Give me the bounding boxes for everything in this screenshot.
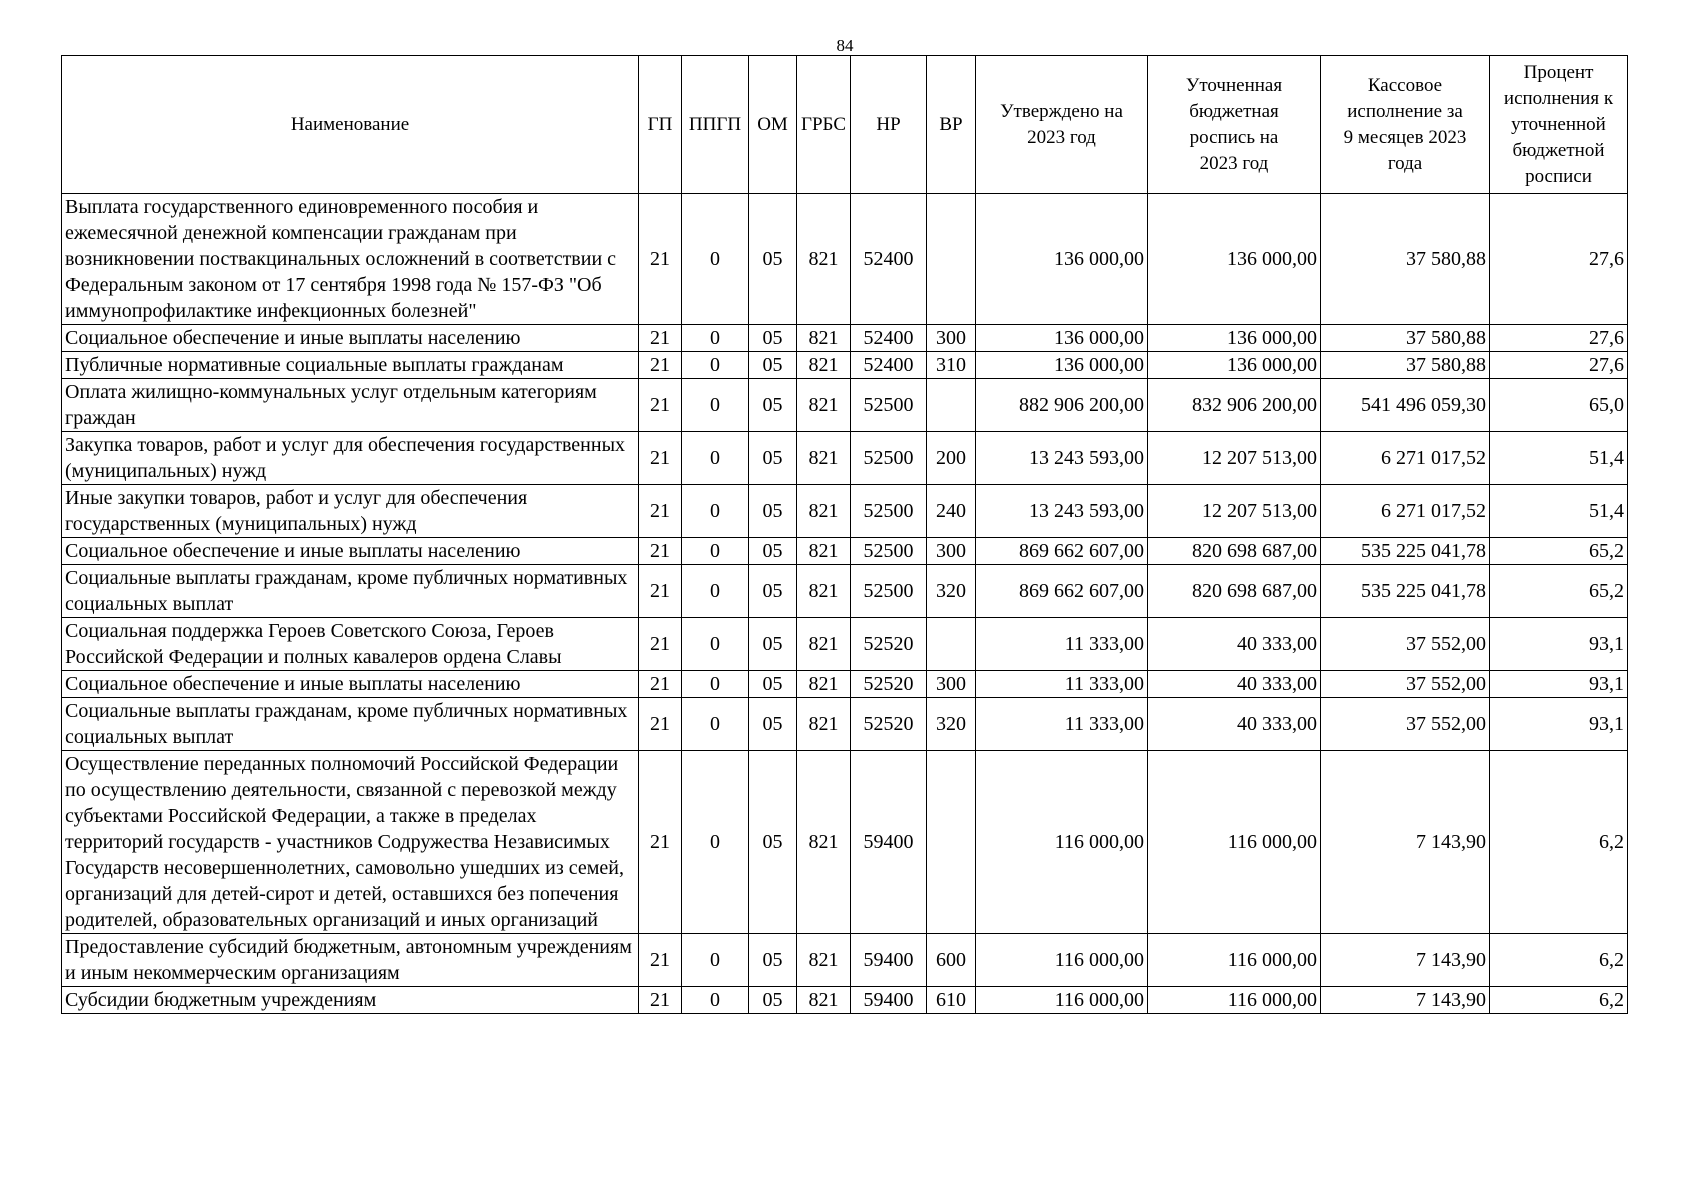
cell-nr: 52400 <box>851 325 927 352</box>
cell-approved: 116 000,00 <box>976 987 1148 1014</box>
cell-gp: 21 <box>639 934 682 987</box>
cell-gp: 21 <box>639 698 682 751</box>
cell-refined: 40 333,00 <box>1148 671 1321 698</box>
cell-grbs: 821 <box>797 432 851 485</box>
cell-refined: 136 000,00 <box>1148 352 1321 379</box>
cell-nr: 59400 <box>851 987 927 1014</box>
cell-approved: 136 000,00 <box>976 194 1148 325</box>
cell-gp: 21 <box>639 325 682 352</box>
cell-approved: 136 000,00 <box>976 325 1148 352</box>
cell-grbs: 821 <box>797 538 851 565</box>
cell-approved: 116 000,00 <box>976 934 1148 987</box>
cell-gp: 21 <box>639 987 682 1014</box>
cell-approved: 11 333,00 <box>976 618 1148 671</box>
cell-approved: 116 000,00 <box>976 751 1148 934</box>
cell-ppgp: 0 <box>682 565 749 618</box>
table-row <box>62 325 1628 352</box>
cell-gp: 21 <box>639 538 682 565</box>
cell-nr: 59400 <box>851 751 927 934</box>
cell-percent: 27,6 <box>1490 352 1628 379</box>
cell-grbs: 821 <box>797 194 851 325</box>
cell-gp: 21 <box>639 379 682 432</box>
cell-om: 05 <box>749 194 797 325</box>
cell-refined: 116 000,00 <box>1148 987 1321 1014</box>
cell-name: Иные закупки товаров, работ и услуг для обеспечения государственных (муниципальных) нужд <box>62 485 639 538</box>
cell-ppgp: 0 <box>682 618 749 671</box>
cell-nr: 52500 <box>851 432 927 485</box>
cell-om: 05 <box>749 751 797 934</box>
cell-om: 05 <box>749 987 797 1014</box>
cell-nr: 52500 <box>851 379 927 432</box>
cell-ppgp: 0 <box>682 194 749 325</box>
cell-name: Осуществление переданных полномочий Российской Федерации по осуществлению деятельности, связанной с перевозкой между субъектами Российской Федерации, а также в пределах территорий государств - участников Содружества Независимых Государств несовершеннолетних, самовольно ушедших из семей, организаций для детей-сирот и детей, оставшихся без попечения родителей, образовательных организаций и иных организаций <box>62 751 639 934</box>
cell-ppgp: 0 <box>682 485 749 538</box>
cell-nr: 52500 <box>851 565 927 618</box>
cell-approved: 13 243 593,00 <box>976 485 1148 538</box>
cell-om: 05 <box>749 352 797 379</box>
cell-approved: 869 662 607,00 <box>976 565 1148 618</box>
cell-om: 05 <box>749 565 797 618</box>
cell-cash: 541 496 059,30 <box>1321 379 1490 432</box>
cell-om: 05 <box>749 432 797 485</box>
cell-ppgp: 0 <box>682 671 749 698</box>
cell-om: 05 <box>749 325 797 352</box>
header-refined: Уточненная бюджетная роспись на 2023 год <box>1148 56 1321 194</box>
header-grbs: ГРБС <box>797 56 851 194</box>
table-row <box>62 934 1628 987</box>
cell-vr: 200 <box>927 432 976 485</box>
cell-refined: 136 000,00 <box>1148 325 1321 352</box>
cell-cash: 6 271 017,52 <box>1321 485 1490 538</box>
table-row <box>62 379 1628 432</box>
cell-percent: 51,4 <box>1490 485 1628 538</box>
cell-vr: 240 <box>927 485 976 538</box>
cell-name: Выплата государственного единовременного пособия и ежемесячной денежной компенсации гражданам при возникновении поствакцинальных осложнений в соответствии с Федеральным законом от 17 сентября 1998 года № 157-ФЗ "Об иммунопрофилактике инфекционных болезней" <box>62 194 639 325</box>
cell-refined: 12 207 513,00 <box>1148 485 1321 538</box>
cell-vr: 300 <box>927 671 976 698</box>
cell-percent: 6,2 <box>1490 987 1628 1014</box>
cell-cash: 37 580,88 <box>1321 352 1490 379</box>
cell-om: 05 <box>749 618 797 671</box>
header-name: Наименование <box>62 56 639 194</box>
cell-grbs: 821 <box>797 698 851 751</box>
cell-refined: 40 333,00 <box>1148 618 1321 671</box>
cell-cash: 7 143,90 <box>1321 934 1490 987</box>
cell-ppgp: 0 <box>682 379 749 432</box>
cell-grbs: 821 <box>797 379 851 432</box>
header-om: ОМ <box>749 56 797 194</box>
table-row <box>62 565 1628 618</box>
cell-vr: 320 <box>927 698 976 751</box>
cell-ppgp: 0 <box>682 325 749 352</box>
cell-percent: 6,2 <box>1490 934 1628 987</box>
cell-approved: 882 906 200,00 <box>976 379 1148 432</box>
cell-refined: 136 000,00 <box>1148 194 1321 325</box>
cell-ppgp: 0 <box>682 698 749 751</box>
cell-ppgp: 0 <box>682 934 749 987</box>
cell-gp: 21 <box>639 618 682 671</box>
cell-percent: 65,2 <box>1490 565 1628 618</box>
cell-name: Социальная поддержка Героев Советского Союза, Героев Российской Федерации и полных кавалеров ордена Славы <box>62 618 639 671</box>
cell-grbs: 821 <box>797 934 851 987</box>
cell-percent: 93,1 <box>1490 671 1628 698</box>
cell-name: Социальные выплаты гражданам, кроме публичных нормативных социальных выплат <box>62 698 639 751</box>
cell-name: Закупка товаров, работ и услуг для обеспечения государственных (муниципальных) нужд <box>62 432 639 485</box>
table-header-row <box>62 56 1628 194</box>
cell-percent: 65,2 <box>1490 538 1628 565</box>
cell-om: 05 <box>749 934 797 987</box>
cell-grbs: 821 <box>797 671 851 698</box>
cell-name: Социальные выплаты гражданам, кроме публичных нормативных социальных выплат <box>62 565 639 618</box>
cell-vr: 610 <box>927 987 976 1014</box>
cell-cash: 7 143,90 <box>1321 751 1490 934</box>
cell-cash: 535 225 041,78 <box>1321 565 1490 618</box>
header-vr: ВР <box>927 56 976 194</box>
header-percent: Процент исполнения к уточненной бюджетной росписи <box>1490 56 1628 194</box>
cell-om: 05 <box>749 671 797 698</box>
cell-ppgp: 0 <box>682 987 749 1014</box>
cell-refined: 820 698 687,00 <box>1148 538 1321 565</box>
cell-percent: 27,6 <box>1490 194 1628 325</box>
table-row <box>62 751 1628 934</box>
cell-nr: 52500 <box>851 485 927 538</box>
cell-gp: 21 <box>639 352 682 379</box>
cell-name: Социальное обеспечение и иные выплаты населению <box>62 538 639 565</box>
cell-vr: 320 <box>927 565 976 618</box>
cell-nr: 52520 <box>851 698 927 751</box>
header-ppgp: ППГП <box>682 56 749 194</box>
cell-cash: 37 552,00 <box>1321 671 1490 698</box>
cell-grbs: 821 <box>797 352 851 379</box>
cell-name: Субсидии бюджетным учреждениям <box>62 987 639 1014</box>
cell-om: 05 <box>749 379 797 432</box>
header-cash: Кассовое исполнение за 9 месяцев 2023 года <box>1321 56 1490 194</box>
cell-percent: 93,1 <box>1490 698 1628 751</box>
cell-percent: 93,1 <box>1490 618 1628 671</box>
cell-vr <box>927 618 976 671</box>
cell-vr: 300 <box>927 538 976 565</box>
cell-name: Предоставление субсидий бюджетным, автономным учреждениям и иным некоммерческим организациям <box>62 934 639 987</box>
cell-vr <box>927 194 976 325</box>
table-row <box>62 432 1628 485</box>
cell-vr: 600 <box>927 934 976 987</box>
cell-vr <box>927 751 976 934</box>
cell-name: Социальное обеспечение и иные выплаты населению <box>62 325 639 352</box>
cell-vr: 300 <box>927 325 976 352</box>
cell-approved: 136 000,00 <box>976 352 1148 379</box>
cell-om: 05 <box>749 485 797 538</box>
cell-refined: 116 000,00 <box>1148 934 1321 987</box>
cell-vr: 310 <box>927 352 976 379</box>
cell-grbs: 821 <box>797 987 851 1014</box>
cell-vr <box>927 379 976 432</box>
cell-approved: 11 333,00 <box>976 698 1148 751</box>
cell-cash: 37 552,00 <box>1321 618 1490 671</box>
table-row <box>62 987 1628 1014</box>
cell-ppgp: 0 <box>682 538 749 565</box>
cell-percent: 51,4 <box>1490 432 1628 485</box>
table-row <box>62 538 1628 565</box>
header-nr: НР <box>851 56 927 194</box>
cell-cash: 6 271 017,52 <box>1321 432 1490 485</box>
cell-approved: 13 243 593,00 <box>976 432 1148 485</box>
cell-gp: 21 <box>639 432 682 485</box>
cell-grbs: 821 <box>797 751 851 934</box>
cell-approved: 11 333,00 <box>976 671 1148 698</box>
cell-cash: 7 143,90 <box>1321 987 1490 1014</box>
cell-refined: 820 698 687,00 <box>1148 565 1321 618</box>
table-row <box>62 618 1628 671</box>
cell-grbs: 821 <box>797 325 851 352</box>
cell-percent: 65,0 <box>1490 379 1628 432</box>
table-row <box>62 671 1628 698</box>
cell-cash: 37 580,88 <box>1321 325 1490 352</box>
header-approved: Утверждено на 2023 год <box>976 56 1148 194</box>
cell-nr: 52400 <box>851 194 927 325</box>
cell-gp: 21 <box>639 194 682 325</box>
cell-refined: 12 207 513,00 <box>1148 432 1321 485</box>
cell-cash: 37 552,00 <box>1321 698 1490 751</box>
cell-name: Публичные нормативные социальные выплаты гражданам <box>62 352 639 379</box>
cell-gp: 21 <box>639 751 682 934</box>
cell-name: Оплата жилищно-коммунальных услуг отдельным категориям граждан <box>62 379 639 432</box>
table-row <box>62 698 1628 751</box>
cell-nr: 52520 <box>851 671 927 698</box>
cell-grbs: 821 <box>797 618 851 671</box>
cell-refined: 832 906 200,00 <box>1148 379 1321 432</box>
cell-cash: 37 580,88 <box>1321 194 1490 325</box>
cell-grbs: 821 <box>797 485 851 538</box>
cell-percent: 6,2 <box>1490 751 1628 934</box>
cell-nr: 52520 <box>851 618 927 671</box>
cell-percent: 27,6 <box>1490 325 1628 352</box>
cell-nr: 52400 <box>851 352 927 379</box>
cell-om: 05 <box>749 698 797 751</box>
table-row <box>62 485 1628 538</box>
cell-ppgp: 0 <box>682 432 749 485</box>
cell-gp: 21 <box>639 565 682 618</box>
table-body <box>62 194 1628 1014</box>
cell-gp: 21 <box>639 485 682 538</box>
cell-approved: 869 662 607,00 <box>976 538 1148 565</box>
cell-ppgp: 0 <box>682 352 749 379</box>
table-row <box>62 352 1628 379</box>
cell-grbs: 821 <box>797 565 851 618</box>
header-gp: ГП <box>639 56 682 194</box>
budget-table <box>61 55 1628 1014</box>
cell-ppgp: 0 <box>682 751 749 934</box>
cell-gp: 21 <box>639 671 682 698</box>
table-row <box>62 194 1628 325</box>
cell-cash: 535 225 041,78 <box>1321 538 1490 565</box>
cell-nr: 59400 <box>851 934 927 987</box>
cell-name: Социальное обеспечение и иные выплаты населению <box>62 671 639 698</box>
page-number: 84 <box>836 36 854 55</box>
cell-refined: 116 000,00 <box>1148 751 1321 934</box>
cell-refined: 40 333,00 <box>1148 698 1321 751</box>
cell-om: 05 <box>749 538 797 565</box>
cell-nr: 52500 <box>851 538 927 565</box>
